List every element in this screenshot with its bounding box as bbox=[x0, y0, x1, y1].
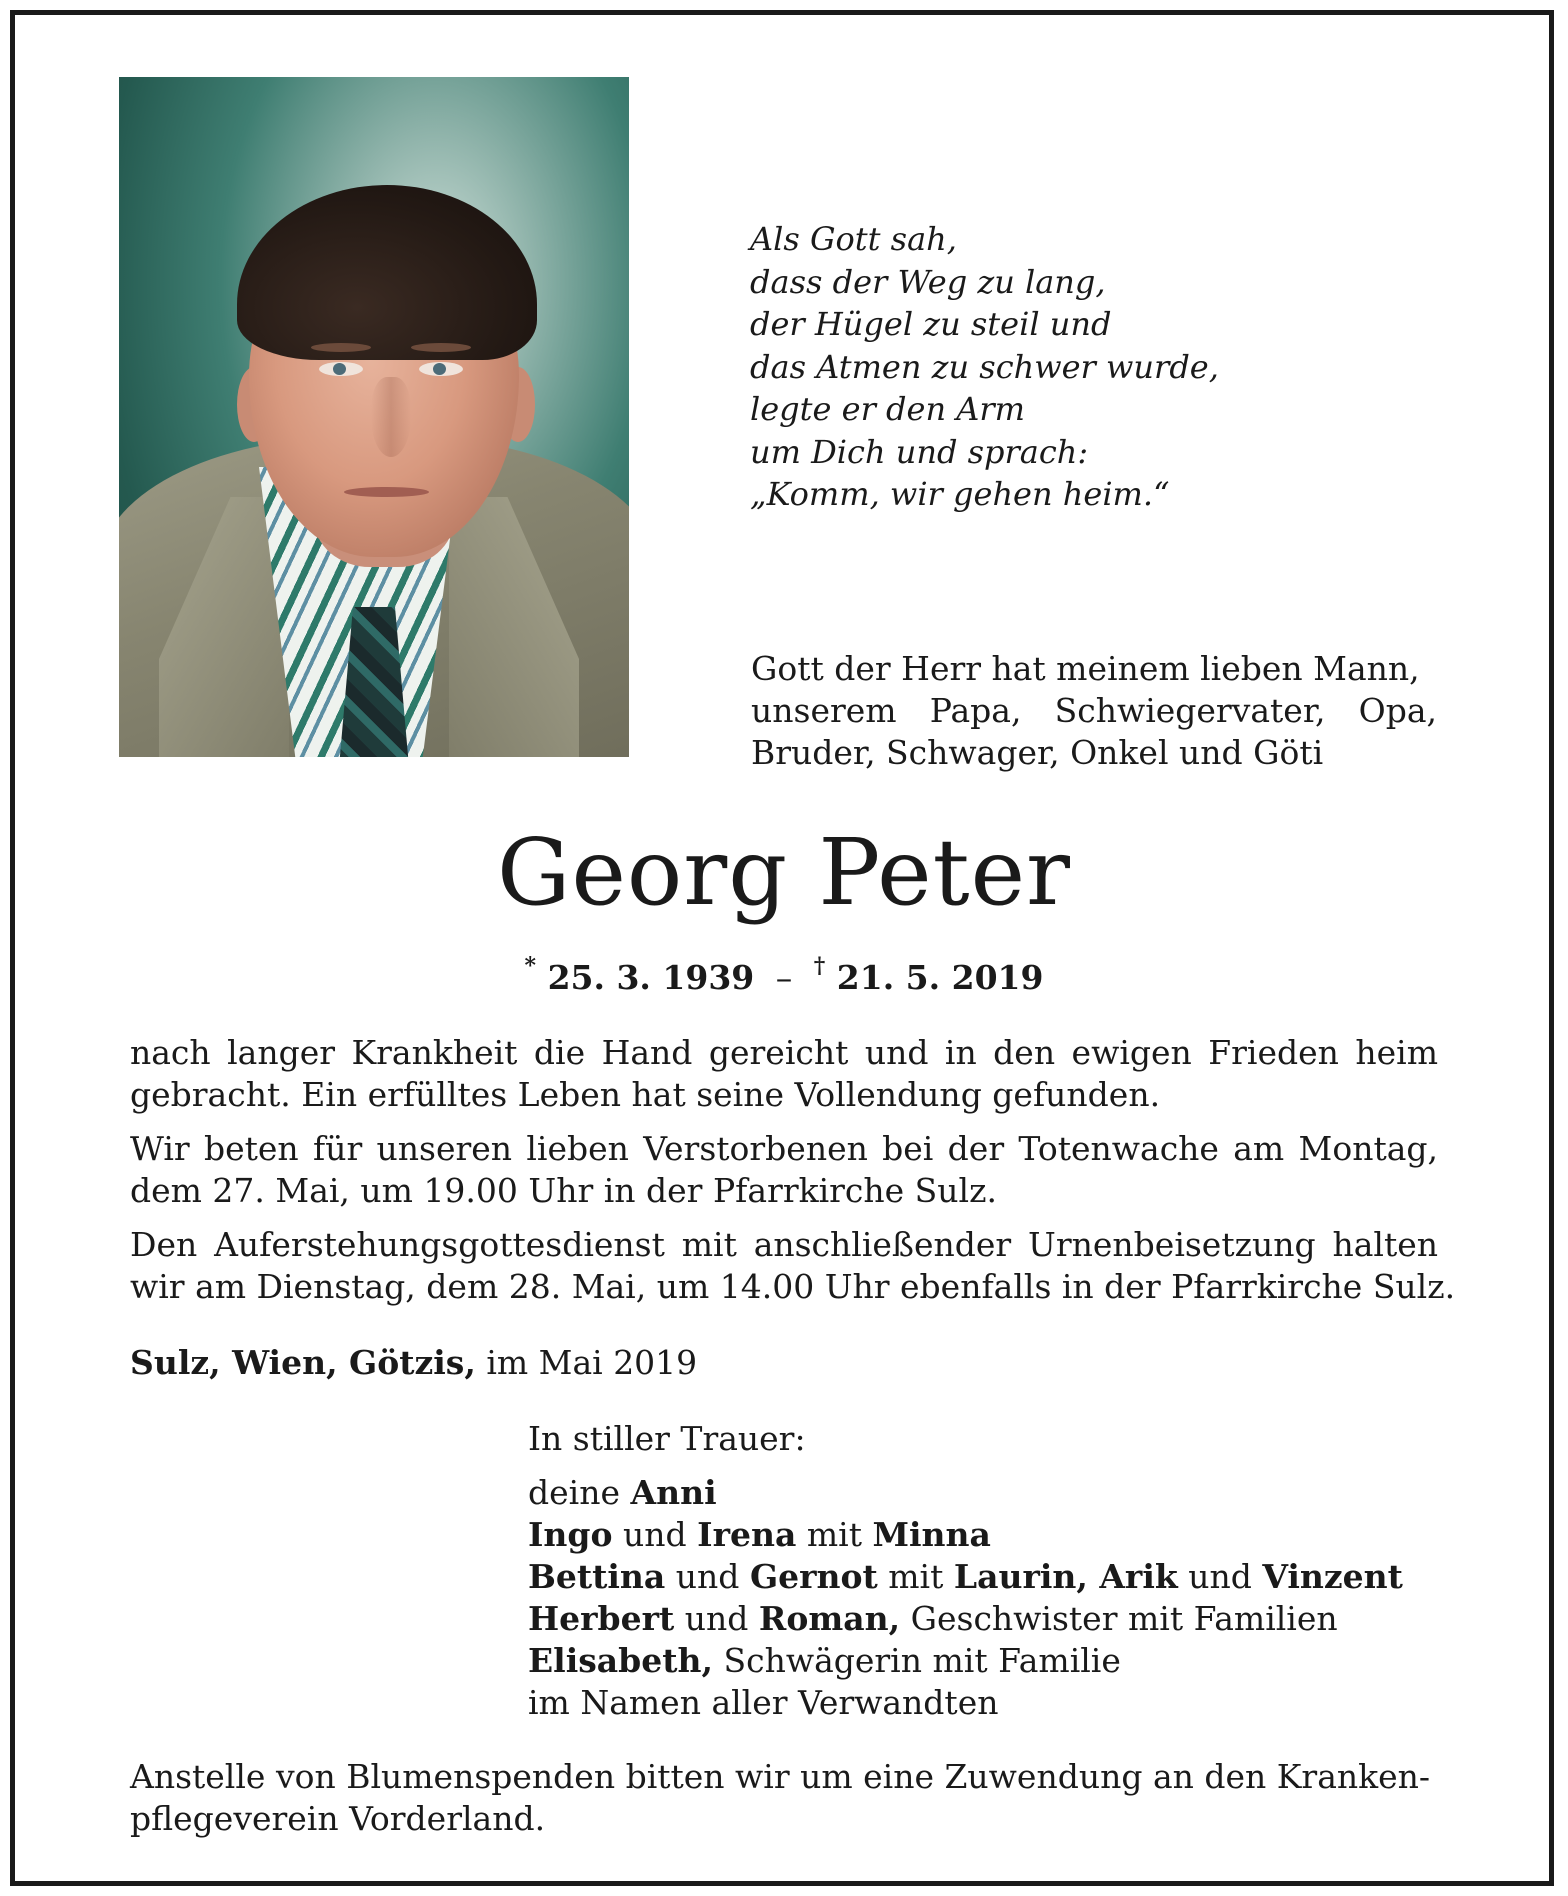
mourner-row bbox=[528, 1472, 1403, 1514]
mourner-row bbox=[528, 1640, 1403, 1682]
mourner-text: und bbox=[675, 1557, 740, 1596]
deceased-name: Georg Peter bbox=[496, 819, 1072, 926]
mourner-name: Minna bbox=[872, 1515, 991, 1554]
mourner-text: und bbox=[1188, 1557, 1252, 1596]
mourner-row: im Namen aller Verwandten bbox=[528, 1683, 999, 1722]
body-line bbox=[130, 1224, 1438, 1266]
mourner-name: Elisabeth, bbox=[528, 1641, 713, 1680]
mourners-heading: In stiller Trauer: bbox=[528, 1419, 806, 1458]
body-line bbox=[130, 1032, 1438, 1074]
intro-line: Gott der Herr hat meinem lieben Mann, bbox=[751, 649, 1420, 688]
portrait-photo bbox=[119, 77, 629, 757]
donation-note bbox=[130, 1756, 1438, 1840]
mourner-name: Laurin, Arik bbox=[953, 1557, 1178, 1596]
death-symbol: † bbox=[813, 953, 826, 979]
birth-symbol: * bbox=[524, 953, 537, 979]
paragraph-1 bbox=[130, 1032, 1438, 1116]
intro-line: Bruder, Schwager, Onkel und Göti bbox=[751, 733, 1324, 772]
poem-line: legte er den Arm bbox=[750, 390, 1025, 428]
mourner-name: Roman, bbox=[758, 1599, 901, 1638]
mourner-row bbox=[528, 1598, 1403, 1640]
mourner-text: mit bbox=[888, 1557, 944, 1596]
poem-line: dass der Weg zu lang, bbox=[750, 262, 1106, 301]
mourner-name: Vinzent bbox=[1262, 1557, 1403, 1596]
paragraph-3 bbox=[130, 1224, 1456, 1308]
mourner-name: Herbert bbox=[528, 1599, 675, 1638]
poem-line: der Hügel zu steil und bbox=[750, 305, 1112, 343]
body-line-text: Den Auferstehungsgottesdienst mit anschließender Urnenbeisetzung halten bbox=[130, 1225, 1438, 1264]
mourner-row bbox=[528, 1514, 1403, 1556]
donation-line: Anstelle von Blumenspenden bitten wir um eine Zuwendung an den Kranken- bbox=[130, 1757, 1431, 1796]
intro-word: Schwiegervater, bbox=[1054, 691, 1326, 730]
mourner-name: Gernot bbox=[749, 1557, 878, 1596]
body-line-text: Wir beten für unseren lieben Verstorbenen bei der Totenwache am Montag, bbox=[130, 1129, 1438, 1168]
place-date-line bbox=[130, 1342, 1438, 1384]
body-line: gebracht. Ein erfülltes Leben hat seine Vollendung gefunden. bbox=[130, 1075, 1161, 1114]
mourner-text: Schwägerin mit Familie bbox=[723, 1641, 1121, 1680]
poem-line: um Dich und sprach: bbox=[750, 432, 1089, 471]
mourner-row bbox=[528, 1556, 1403, 1598]
birth-date: 25. 3. 1939 bbox=[547, 958, 755, 997]
mourner-name: Anni bbox=[630, 1473, 717, 1512]
death-date: 21. 5. 2019 bbox=[836, 958, 1044, 997]
mourner-name: Irena bbox=[697, 1515, 797, 1554]
body-line-text: nach langer Krankheit die Hand gereicht und in den ewigen Frieden heim bbox=[130, 1033, 1438, 1072]
mourner-text: und bbox=[684, 1599, 749, 1638]
mourner-name: Ingo bbox=[528, 1515, 613, 1554]
intro-text bbox=[751, 648, 1437, 774]
places: Sulz, Wien, Götzis, bbox=[130, 1343, 476, 1382]
mourner-text: Geschwister mit Familien bbox=[910, 1599, 1338, 1638]
donation-line: pflegeverein Vorderland. bbox=[130, 1799, 546, 1838]
intro-word: unserem bbox=[751, 691, 897, 730]
poem-line: das Atmen zu schwer wurde, bbox=[750, 347, 1219, 386]
poem-line: „Komm, wir gehen heim.“ bbox=[750, 475, 1170, 513]
body-line: wir am Dienstag, dem 28. Mai, um 14.00 Uhr ebenfalls in der Pfarrkirche Sulz. bbox=[130, 1267, 1456, 1306]
date-separator: – bbox=[775, 958, 793, 997]
intro-word: Papa, bbox=[929, 691, 1022, 730]
life-dates bbox=[0, 950, 1568, 998]
poem bbox=[750, 218, 1219, 516]
intro-word: Opa, bbox=[1358, 691, 1437, 730]
intro-line bbox=[751, 690, 1437, 732]
body-line: dem 27. Mai, um 19.00 Uhr in der Pfarrkirche Sulz. bbox=[130, 1171, 997, 1210]
poem-line: Als Gott sah, bbox=[750, 220, 957, 258]
mourner-text: mit bbox=[806, 1515, 862, 1554]
notice-date: im Mai 2019 bbox=[486, 1343, 698, 1382]
mourner-text: und bbox=[623, 1515, 687, 1554]
mourner-name: Bettina bbox=[528, 1557, 666, 1596]
body-line bbox=[130, 1128, 1438, 1170]
mourners-list bbox=[528, 1418, 1403, 1724]
paragraph-2 bbox=[130, 1128, 1438, 1212]
mourner-text: deine bbox=[528, 1473, 620, 1512]
